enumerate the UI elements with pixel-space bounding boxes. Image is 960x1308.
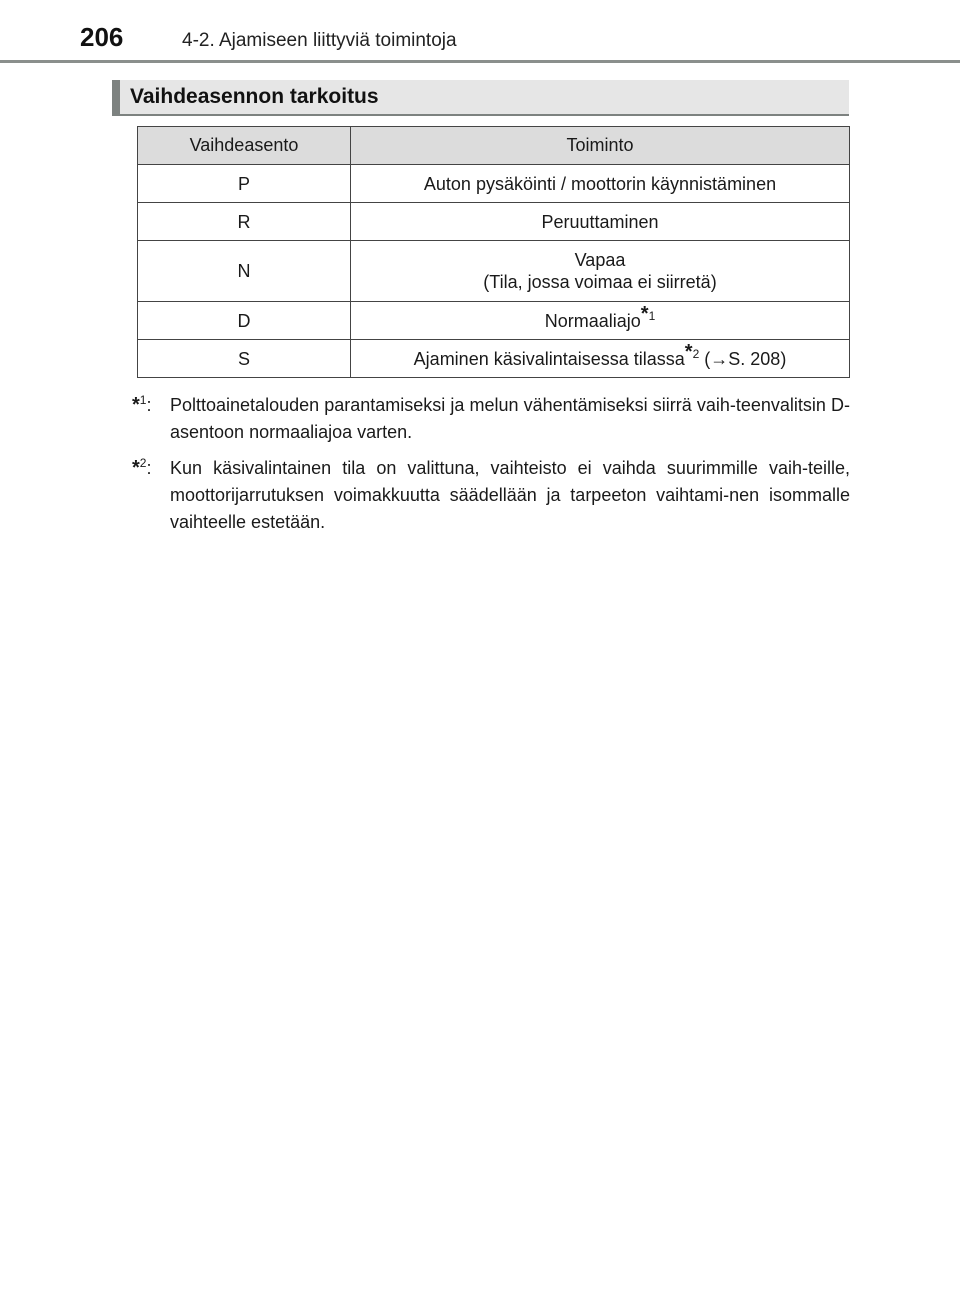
gear-function: Peruuttaminen [351,203,850,241]
asterisk-icon: * [684,340,693,363]
gear-position: N [138,241,351,302]
chapter-title: 4-2. Ajamiseen liittyviä toimintoja [182,30,457,51]
asterisk-icon: * [132,457,140,479]
header-rule [0,60,960,63]
footnote [132,392,850,446]
gear-function-text: Normaaliajo [544,310,641,331]
table-row [138,302,850,340]
arrow-right-icon: → [710,348,729,369]
footnote-text: Polttoainetalouden parantamiseksi ja melun vähentämiseksi siirrä vaih-teenvalitsin D-asentoon normaaliajoa varten. [170,395,850,442]
gear-function: Auton pysäköinti / moottorin käynnistäminen [351,165,850,203]
gear-position: D [138,302,351,340]
table-row [138,241,850,302]
column-header-function: Toiminto [351,127,850,165]
table-header-row [138,127,850,165]
table-row [138,165,850,203]
page-header [0,0,960,70]
footnote [132,455,850,536]
gear-function-line: Vapaa [574,250,626,270]
footnote-marker: *$^1$: [132,393,152,416]
footnote-ref: *2 [684,340,700,363]
section-title: Vaihdeasennon tarkoitus [130,85,379,108]
gear-position: S [138,340,351,378]
page-number: 206 [80,22,124,52]
footnote-text: Kun käsivalintainen tila on valittuna, vaihteisto ei vaihda suurimmille vaih-teille, moottorijarrutuksen voimakkuutta säädellään ja tarpeeton vaihtami-nen isommalle vaihteelle estetään. [170,458,850,532]
gear-function [351,302,850,340]
asterisk-icon: * [132,394,140,416]
gear-function [351,241,850,302]
gear-position: R [138,203,351,241]
gear-function-line: (Tila, jossa voimaa ei siirretä) [483,272,717,292]
section-heading [112,80,849,116]
table-row [138,203,850,241]
page-reference-link[interactable]: S. 208 [728,348,781,369]
gear-function: Ajaminen käsivalintaisessa tilassa$^{*2}$ (→S. 208) [351,340,850,378]
asterisk-icon: * [640,302,649,325]
gear-position: P [138,165,351,203]
footnote-ref: *1 [640,302,656,325]
section-accent-bar [112,80,120,114]
footnote-marker: *$^2$: [132,456,152,479]
gear-function-text: Ajaminen käsivalintaisessa tilassa [413,348,685,369]
column-header-position: Vaihdeasento [138,127,351,165]
table-row [138,340,850,378]
gear-position-table [137,126,850,378]
